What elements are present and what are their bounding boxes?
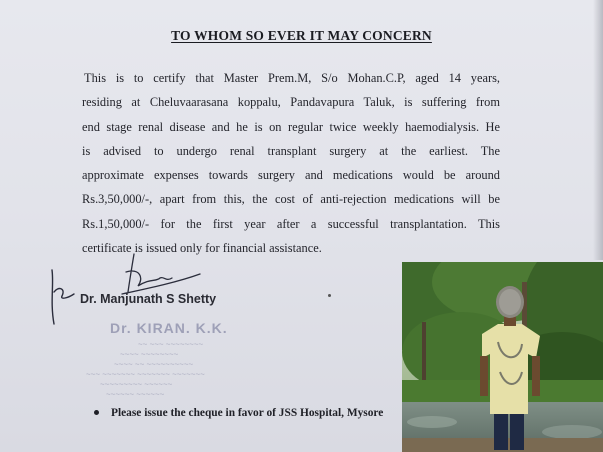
doctor-name: Dr. Manjunath S Shetty	[80, 292, 217, 306]
cheque-note	[94, 407, 383, 419]
certificate-body	[82, 66, 500, 260]
body-line-8: certificate is issued only for financial assistance.	[82, 241, 322, 256]
body-line-3: end stage renal disease and he is on regular twice weekly haemodialysis. He	[82, 119, 500, 134]
heading-text: TO WHOM SO EVER IT MAY CONCERN	[171, 28, 432, 43]
body-line-5: approximate expenses towards surgery and medications would be around	[82, 168, 500, 183]
body-line-2: residing at Cheluvaarasana koppalu, Pandavapura Taluk, is suffering from	[82, 95, 500, 110]
bullet-icon	[94, 410, 99, 415]
body-line-4: is advised to undergo renal transplant surgery at the earliest. The	[82, 143, 500, 158]
stamp-name: Dr. KIRAN. K.K.	[110, 320, 228, 336]
body-line-6: Rs.3,50,000/-, apart from this, the cost of anti-rejection medications will be	[82, 192, 500, 207]
doctor-stamp: Dr. KIRAN. K.K. ~~ ~~~ ~~~~~~~~ ~~~~ ~~~~~~~~ ~~~~ ~~ ~~~~~~~~~~ ~~~ ~~~~~~~ ~~~~~~~ ~~~~~~~ ~~~~~~~~~ ~~~~~~ ~~~~~~ ~~~~~~	[86, 320, 228, 399]
patient-photo	[402, 262, 603, 452]
body-line-7: Rs.1,50,000/- for the first year after a successful transplantation. This	[82, 216, 500, 231]
handwritten-signature-left	[44, 262, 80, 332]
body-line-1: This is to certify that Master Prem.M, S/o Mohan.C.P, aged 14 years,	[84, 71, 500, 85]
certificate-heading	[0, 28, 603, 44]
patient-photo-image	[402, 262, 603, 452]
paper-speck	[328, 294, 331, 297]
cheque-note-text: Please issue the cheque in favor of JSS Hospital, Mysore	[111, 407, 384, 419]
